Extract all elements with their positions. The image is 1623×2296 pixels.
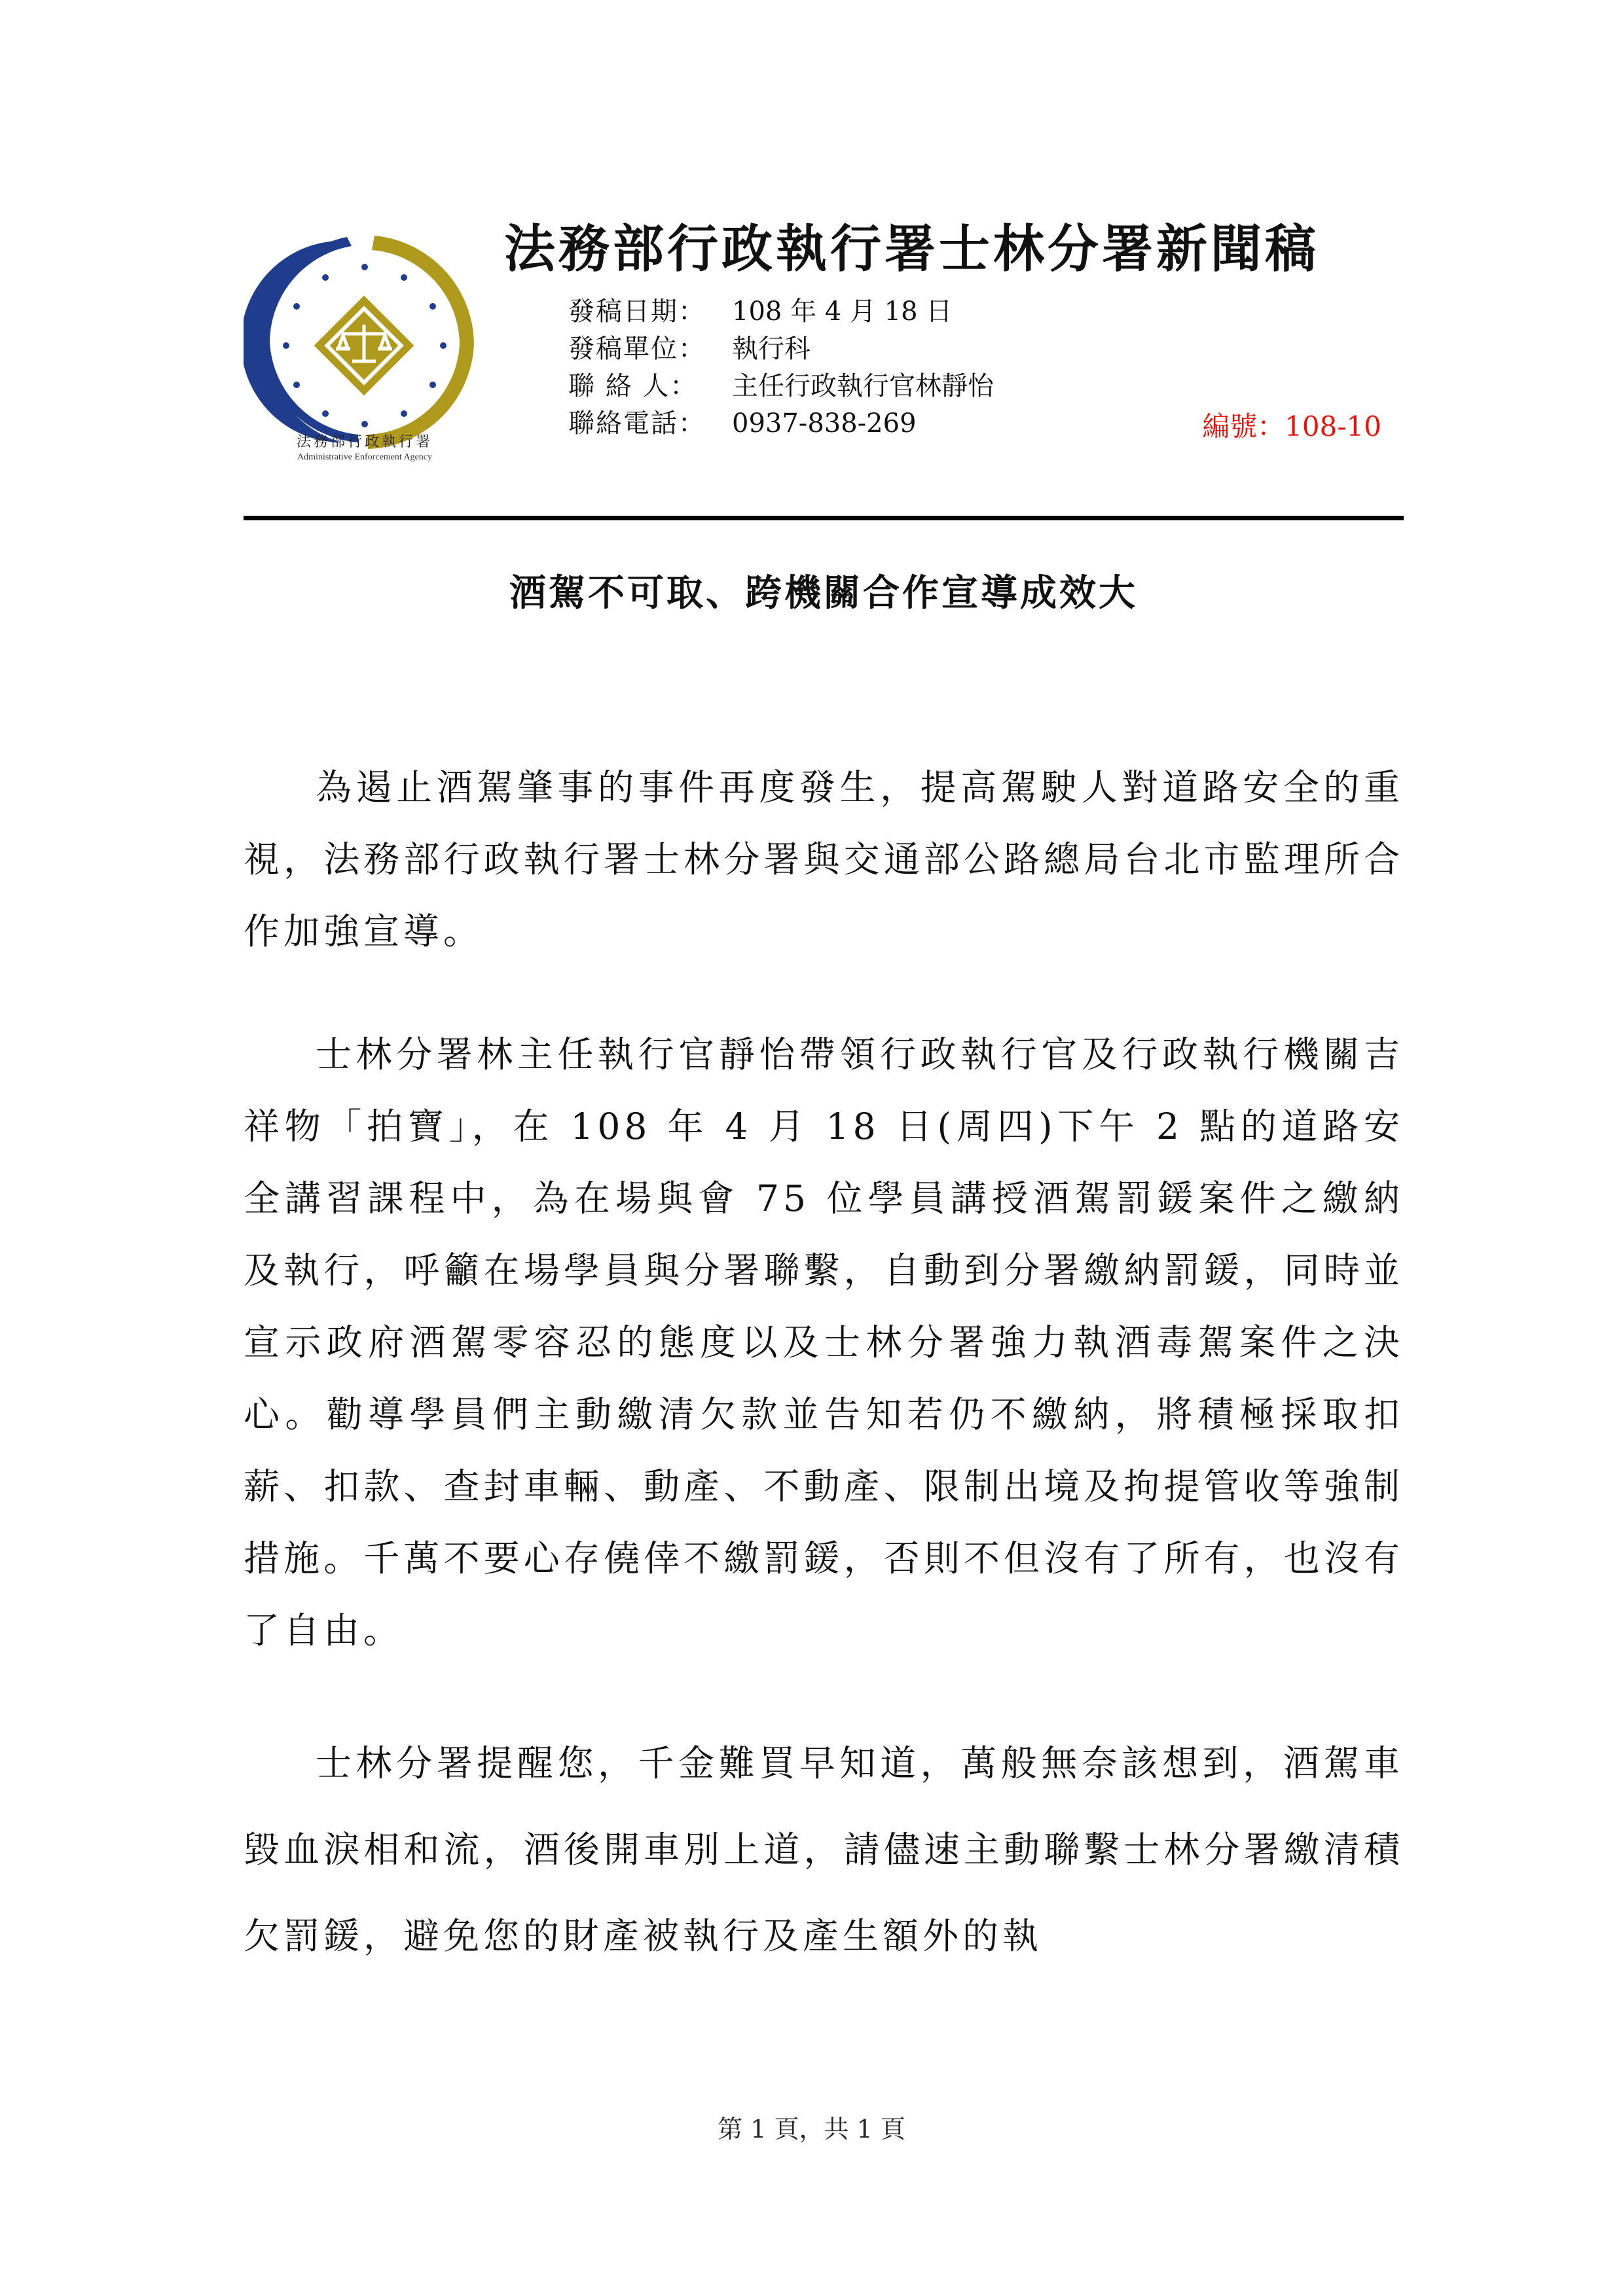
- meta-release-date: [568, 293, 994, 331]
- paragraph: 士林分署林主任執行官靜怡帶領行政執行官及行政執行機關吉祥物「拍寶」，在 108 年 4 月 18 日(周四)下午 2 點的道路安全講習課程中，為在場與會 75 位學員講授酒駕罰鍰案件之繳納及執行，呼籲在場學員與分署聯繫，自動到分署繳納罰鍰，同時並宣示政府酒駕零容忍的態度以及士林分署強力執酒毒駕案件之決心。勸導學員們主動繳清欠款並告知若仍不繳納，將積極採取扣薪、扣款、查封車輛、動產、不動產、限制出境及拘提管收等強制措施。千萬不要心存僥倖不繳罰鍰，否則不但沒有了所有，也沒有了自由。: [244, 1033, 1404, 1651]
- press-release-title: 法務部行政執行署士林分署新聞稿: [504, 219, 1320, 279]
- meta-label: 聯 絡 人：: [568, 371, 698, 401]
- agency-emblem-icon: [244, 226, 486, 456]
- logo-caption-chinese: 法務部行政執行署: [296, 434, 433, 450]
- meta-contact-person: [568, 368, 994, 405]
- meta-value: 主任行政執行官林靜怡: [732, 371, 994, 401]
- meta-contact-phone: [568, 405, 994, 442]
- meta-value: 0937-838-269: [732, 408, 917, 439]
- serial-number: 編號：108-10: [1202, 410, 1381, 442]
- header-divider: [244, 516, 1404, 520]
- meta-label: 發稿日期：: [568, 296, 706, 327]
- meta-value: 執行科: [732, 334, 811, 364]
- agency-logo: [244, 226, 486, 456]
- article-body: [244, 751, 1404, 1979]
- logo-caption: [244, 431, 486, 463]
- meta-label: 發稿單位：: [568, 334, 706, 364]
- meta-value: 108 年 4 月 18 日: [732, 296, 953, 327]
- paragraph: 士林分署提醒您，千金難買早知道，萬般無奈該想到，酒駕車毀血淚相和流，酒後開車別上道，請儘速主動聯繫士林分署繳清積欠罰鍰，避免您的財產被執行及產生額外的執: [244, 1742, 1404, 1957]
- headline: 酒駕不可取、跨機關合作宣導成效大: [509, 571, 1138, 615]
- page-footer: 第 1 頁，共 1 頁: [718, 2115, 905, 2144]
- release-meta: [568, 293, 994, 442]
- paragraph: 為遏止酒駕肇事的事件再度發生，提高駕駛人對道路安全的重視，法務部行政執行署士林分署與交通部公路總局台北市監理所合作加強宣導。: [244, 766, 1404, 952]
- logo-caption-english: Administrative Enforcement Agency: [297, 452, 433, 462]
- meta-label: 聯絡電話：: [568, 408, 706, 439]
- meta-release-unit: [568, 331, 994, 368]
